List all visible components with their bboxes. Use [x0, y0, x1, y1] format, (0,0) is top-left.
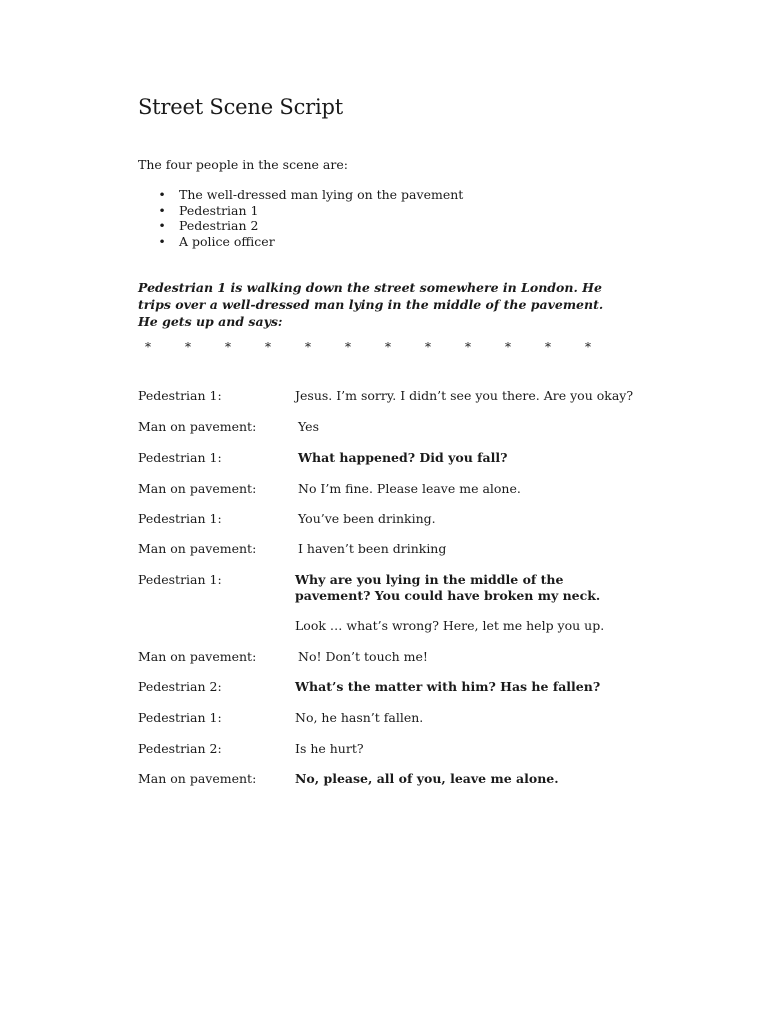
dialogue-text: I haven’t been drinking [298, 541, 447, 556]
separator-star: * [585, 340, 591, 354]
list-item [138, 187, 463, 203]
dialogue-text: Why are you lying in the middle of the pavement? You could have broken my neck. [295, 572, 601, 603]
dialogue-text: You’ve been drinking. [298, 511, 436, 526]
speaker-label: Pedestrian 2: [138, 679, 222, 694]
stage-direction: Pedestrian 1 is walking down the street somewhere in London. He trips over a well-dressed man lying in the middle of the pavement. He gets up and says: [138, 280, 604, 329]
list-item-text: A police officer [179, 233, 275, 249]
scene-separator [145, 340, 605, 354]
separator-star: * [345, 340, 351, 354]
speaker-label: Pedestrian 1: [138, 572, 222, 587]
speaker-label: Pedestrian 1: [138, 388, 222, 403]
dialogue-text: Is he hurt? [295, 741, 364, 756]
dialogue-text: What happened? Did you fall? [298, 450, 508, 465]
dialogue-text: No! Don’t touch me! [298, 649, 428, 664]
speaker-label: Pedestrian 2: [138, 741, 222, 756]
dialogue-text: What’s the matter with him? Has he fallen? [295, 679, 601, 694]
separator-star: * [545, 340, 551, 354]
speaker-label: Pedestrian 1: [138, 710, 222, 725]
list-item [138, 234, 463, 250]
speaker-label: Man on pavement: [138, 541, 257, 556]
dialogue-text: No I’m fine. Please leave me alone. [298, 481, 521, 496]
bullet-icon: • [158, 202, 166, 218]
list-item-text: Pedestrian 2 [179, 218, 259, 233]
dialogue-text: Look … what’s wrong? Here, let me help you up. [295, 618, 605, 633]
separator-star: * [145, 340, 151, 354]
speaker-label: Pedestrian 1: [138, 450, 222, 465]
dialogue-text: Jesus. I’m sorry. I didn’t see you there. Are you okay? [295, 388, 634, 403]
bullet-icon: • [158, 233, 166, 249]
dialogue-text: No, please, all of you, leave me alone. [295, 771, 559, 786]
separator-star: * [265, 340, 271, 354]
list-item-text: The well-dressed man lying on the pavement [179, 187, 464, 202]
intro-text: The four people in the scene are: [138, 157, 348, 172]
people-list [138, 187, 463, 249]
separator-star: * [465, 340, 471, 354]
dialogue-text: Yes [298, 419, 319, 434]
list-item [138, 203, 463, 219]
speaker-label: Man on pavement: [138, 771, 257, 786]
separator-star: * [185, 340, 191, 354]
bullet-icon: • [158, 187, 166, 202]
dialogue-text: No, he hasn’t fallen. [295, 710, 424, 725]
list-item [138, 218, 463, 234]
separator-star: * [305, 340, 311, 354]
bullet-icon: • [158, 218, 166, 233]
speaker-label: Man on pavement: [138, 649, 257, 664]
document-title: Street Scene Script [138, 95, 344, 119]
speaker-label: Pedestrian 1: [138, 511, 222, 526]
speaker-label: Man on pavement: [138, 419, 257, 434]
separator-star: * [225, 340, 231, 354]
speaker-label: Man on pavement: [138, 481, 257, 496]
list-item-text: Pedestrian 1 [179, 202, 259, 218]
separator-star: * [425, 340, 431, 354]
separator-star: * [505, 340, 511, 354]
separator-star: * [385, 340, 391, 354]
